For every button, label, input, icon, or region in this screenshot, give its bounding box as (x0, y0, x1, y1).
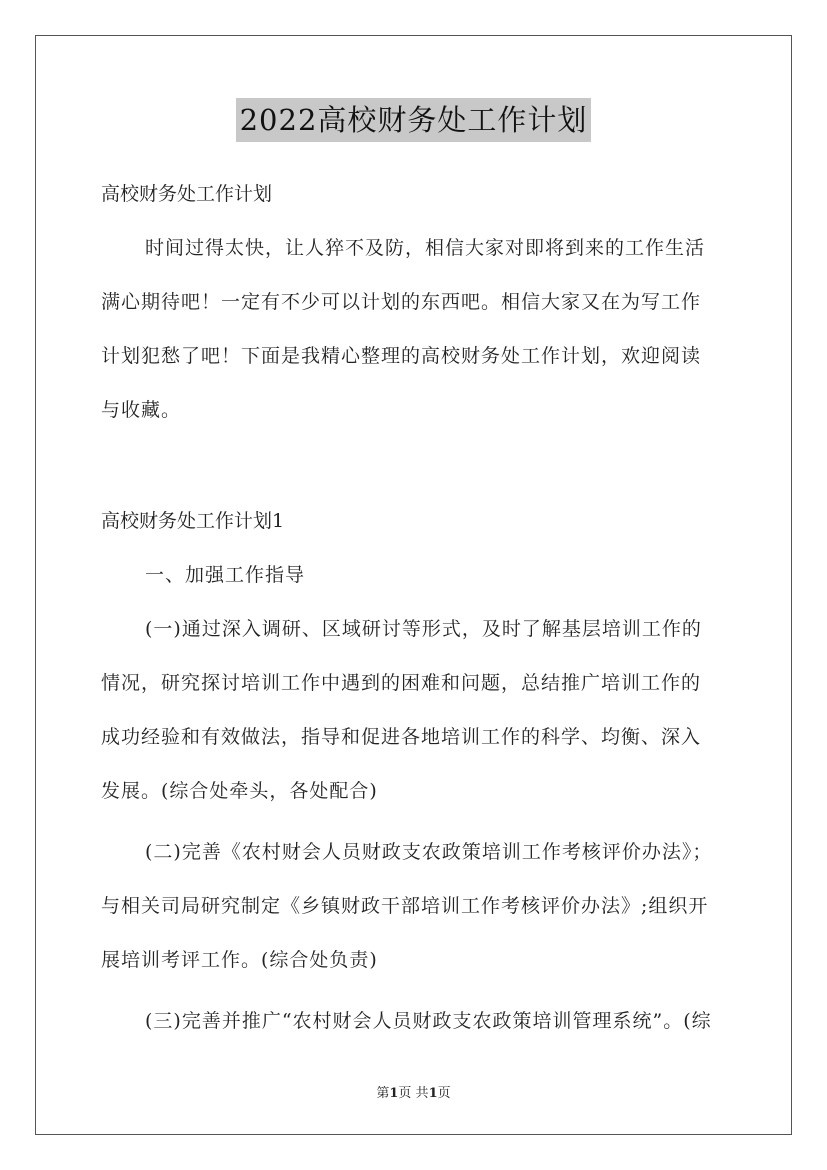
item-paragraph-2 (101, 825, 731, 987)
footer-text: 第 (376, 1086, 390, 1101)
text-line: (二)完善《农村财会人员财政支农政策培训工作考核评价办法》； (145, 841, 713, 863)
text-line: 展培训考评工作。(综合处负责) (101, 949, 378, 971)
text-line: 计划犯愁了吧！下面是我精心整理的高校财务处工作计划，欢迎阅读 (101, 345, 702, 367)
subsection-heading: 一、加强工作指导 (145, 564, 306, 586)
page-total: 1 (428, 1086, 438, 1101)
footer-text: 页 (437, 1086, 451, 1101)
section-heading: 高校财务处工作计划 (101, 183, 273, 205)
text-line: 时间过得太快，让人猝不及防，相信大家对即将到来的工作生活 (145, 237, 706, 259)
text-line: 满心期待吧！一定有不少可以计划的东西吧。相信大家又在为写工作 (101, 291, 702, 313)
document-title: 2022高校财务处工作计划 (236, 98, 592, 142)
page-number: 1 (389, 1086, 399, 1101)
item-paragraph-3 (101, 994, 731, 1048)
plan-heading: 高校财务处工作计划1 (101, 510, 285, 532)
text-line: 与相关司局研究制定《乡镇财政干部培训工作考核评价办法》;组织开 (101, 895, 709, 917)
title-wrapper (0, 98, 827, 142)
text-line: 情况，研究探讨培训工作中遇到的困难和问题，总结推广培训工作的 (101, 672, 702, 694)
footer-text: 页 共 (398, 1086, 429, 1101)
page-footer (0, 1082, 827, 1101)
text-line: 发展。(综合处牵头，各处配合) (101, 780, 378, 802)
text-line: (一)通过深入调研、区域研讨等形式，及时了解基层培训工作的 (145, 618, 702, 640)
document-body (101, 167, 731, 1055)
spacer (101, 444, 731, 494)
text-line: (三)完善并推广“农村财会人员财政支农政策培训管理系统”。(综 (145, 1010, 712, 1032)
text-line: 与收藏。 (101, 399, 182, 421)
intro-paragraph (101, 221, 731, 437)
text-line: 成功经验和有效做法，指导和促进各地培训工作的科学、均衡、深入 (101, 726, 702, 748)
item-paragraph-1 (101, 602, 731, 818)
